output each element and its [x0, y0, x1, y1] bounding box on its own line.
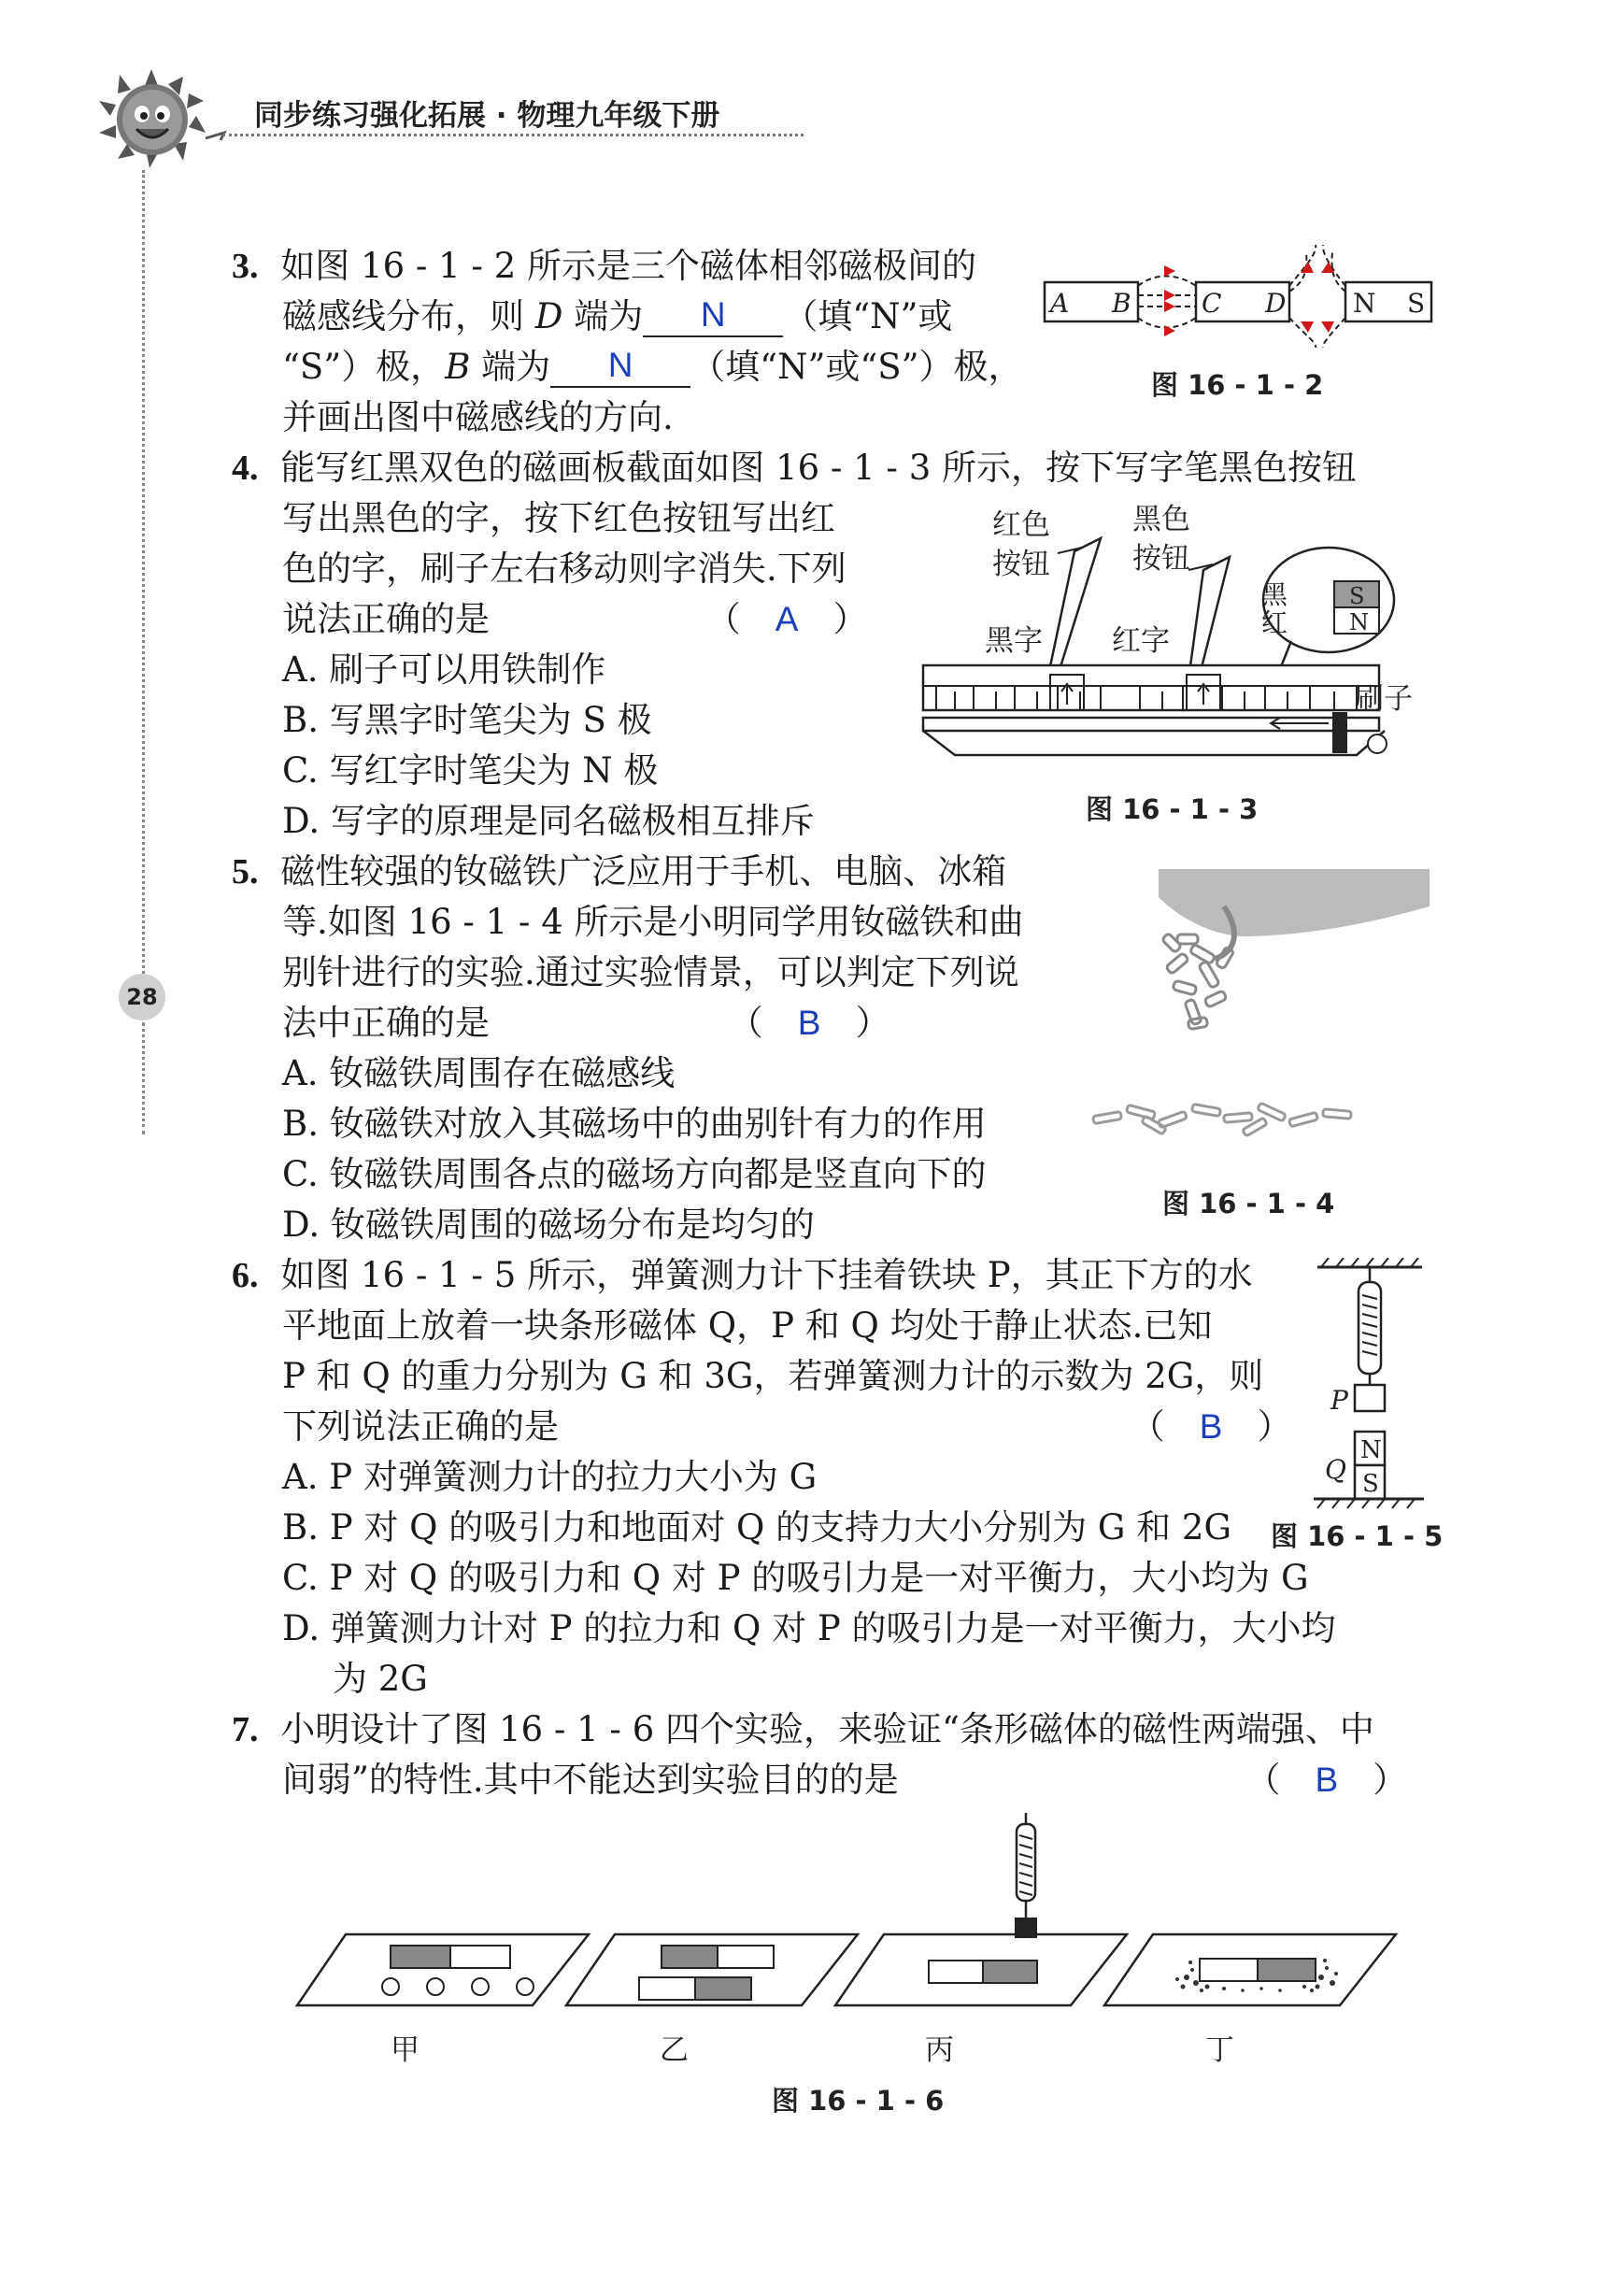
label-brush: 刷子: [1355, 682, 1413, 716]
q6-option-c: C. P 对 Q 的吸引力和 Q 对 P 的吸引力是一对平衡力，大小均为 G: [282, 1558, 1309, 1598]
label-s: S: [1407, 288, 1426, 319]
q6-line3: P 和 Q 的重力分别为 G 和 3G，若弹簧测力计的示数为 2G，则: [282, 1356, 1264, 1396]
q5-line2: 等.如图 16 - 1 - 4 所示是小明同学用钕磁铁和曲: [282, 902, 1024, 942]
margin-line-bottom: [142, 1022, 145, 1134]
q6-option-b: B. P 对 Q 的吸引力和地面对 Q 的支持力大小分别为 G 和 2G: [282, 1507, 1232, 1547]
figure-16-1-6: [290, 1813, 1411, 2028]
q4-option-c: C. 写红字时笔尖为 N 极: [282, 750, 659, 791]
panel-label-bing: 丙: [925, 2033, 954, 2067]
q4-line3: 色的字，刷子左右移动则字消失.下列: [282, 549, 847, 589]
svg-text:N: N: [1360, 1436, 1382, 1464]
figure-16-1-5: [1308, 1258, 1430, 1519]
svg-text:Q: Q: [1325, 1454, 1346, 1485]
q7-answer: B: [1315, 1761, 1339, 1799]
q4-line4: 说法正确的是 （ A ）: [282, 599, 868, 639]
q5-option-d: D. 钕磁铁周围的磁场分布是均匀的: [282, 1205, 815, 1245]
q6-option-d: D. 弹簧测力计对 P 的拉力和 Q 对 P 的吸引力是一对平衡力，大小均: [282, 1608, 1336, 1648]
caption-16-1-2: 图 16 - 1 - 2: [1151, 369, 1324, 401]
q4-option-a: A. 刷子可以用铁制作: [282, 649, 606, 690]
figure-16-1-2: [1037, 245, 1439, 348]
caption-16-1-3: 图 16 - 1 - 3: [1086, 793, 1259, 825]
panel-label-ding: 丁: [1205, 2033, 1234, 2067]
label-b: B: [1112, 288, 1131, 319]
q4-line2: 写出黑色的字，按下红色按钮写出红: [282, 498, 835, 538]
q5-line1: 5. 磁性较强的钕磁铁广泛应用于手机、电脑、冰箱: [232, 851, 1007, 891]
q4-answer: A: [775, 600, 799, 638]
label-black-button-1: 黑色: [1132, 503, 1190, 536]
panel-jia-magnet: [391, 1946, 450, 1968]
q5-option-c: C. 钕磁铁周围各点的磁场方向都是竖直向下的: [282, 1154, 987, 1194]
q5-line4: 法中正确的是 （ B ）: [282, 1003, 890, 1043]
sun-mascot-icon: [93, 67, 234, 170]
figure-16-1-4-photo: [1084, 869, 1430, 1149]
q5-option-b: B. 钕磁铁对放入其磁场中的曲别针有力的作用: [282, 1104, 987, 1144]
q6-option-d-cont: 为 2G: [333, 1659, 428, 1699]
caption-16-1-5: 图 16 - 1 - 5: [1271, 1520, 1444, 1552]
caption-16-1-4: 图 16 - 1 - 4: [1162, 1188, 1335, 1219]
panel-bing-iron-block: [1015, 1918, 1037, 1938]
iron-block-p: [1355, 1385, 1385, 1411]
q6-number: 6.: [232, 1256, 259, 1295]
label-d: D: [1265, 288, 1287, 319]
header-title: 同步练习强化拓展 · 物理九年级下册: [254, 99, 720, 133]
q4-option-d: D. 写字的原理是同名磁极相互排斥: [282, 801, 815, 841]
q3-line2: 磁感线分布，则 D 端为 N （填“N”或: [282, 295, 953, 336]
svg-text:S: S: [1349, 583, 1365, 609]
panel-yi-magnet-2: [639, 1977, 695, 2000]
label-black-char: 黑字: [985, 624, 1043, 658]
q3-blank-d: N: [643, 298, 783, 337]
q5-option-a: A. 钕磁铁周围存在磁感线: [282, 1053, 676, 1093]
panel-label-yi: 乙: [660, 2033, 689, 2067]
label-red-char: 红字: [1112, 624, 1170, 658]
q4-line1: 4. 能写红黑双色的磁画板截面如图 16 - 1 - 3 所示，按下写字笔黑色按钮: [232, 448, 1357, 488]
board-base: [923, 731, 1385, 755]
label-n: N: [1353, 288, 1376, 319]
q3-blank-b: N: [550, 349, 690, 388]
panel-bing-magnet: [929, 1961, 983, 1983]
svg-text:黑: 黑: [1261, 579, 1288, 610]
q6-option-a: A. P 对弹簧测力计的拉力大小为 G: [282, 1457, 818, 1497]
q6-line1: 6. 如图 16 - 1 - 5 所示，弹簧测力计下挂着铁块 P，其正下方的水: [232, 1255, 1253, 1295]
q5-answer: B: [797, 1004, 821, 1042]
svg-text:P: P: [1330, 1385, 1348, 1416]
hand-icon: [1159, 869, 1430, 936]
q7-line1: 7. 小明设计了图 16 - 1 - 6 四个实验，来验证“条形磁体的磁性两端强、中: [232, 1709, 1374, 1749]
panel-label-jia: 甲: [391, 2033, 420, 2067]
q6-line2: 平地面上放着一块条形磁体 Q，P 和 Q 均处于静止状态.已知: [282, 1305, 1213, 1346]
svg-text:S: S: [1362, 1470, 1379, 1498]
q3-line1: 3. 如图 16 - 1 - 2 所示是三个磁体相邻磁极间的: [232, 246, 976, 286]
q3-line4: 并画出图中磁感线的方向.: [282, 397, 674, 437]
page-number: 28: [119, 974, 165, 1020]
q3-line3: “S”）极，B 端为 N （填“N”或“S”）极，: [282, 346, 1023, 387]
mascot-logo: [93, 67, 234, 170]
margin-line-top: [142, 170, 145, 974]
header-underline: [222, 134, 804, 136]
q4-number: 4.: [232, 449, 259, 488]
label-black-button-2: 按钮: [1132, 542, 1190, 576]
q7-line2: 间弱”的特性.其中不能达到实验目的的是 （ B ）: [282, 1760, 1408, 1800]
q5-number: 5.: [232, 852, 259, 891]
panel-yi-magnet-1: [662, 1946, 718, 1968]
brush-icon: [1332, 712, 1347, 753]
q3-number: 3.: [232, 247, 259, 286]
label-red-button-2: 按钮: [992, 548, 1050, 581]
spring-scale-icon: [1359, 1282, 1381, 1374]
q6-answer: B: [1199, 1407, 1223, 1446]
q4-option-b: B. 写黑字时笔尖为 S 极: [282, 700, 652, 740]
panel-ding-magnet: [1200, 1959, 1258, 1981]
label-red-button-1: 红色: [992, 508, 1050, 542]
caption-16-1-6: 图 16 - 1 - 6: [772, 2085, 945, 2117]
svg-text:N: N: [1349, 609, 1369, 635]
q7-number: 7.: [232, 1710, 259, 1749]
label-a: A: [1050, 288, 1070, 319]
q6-line4: 下列说法正确的是 （ B ）: [282, 1406, 1292, 1447]
label-c: C: [1202, 288, 1222, 319]
q5-line3: 别针进行的实验.通过实验情景，可以判定下列说: [282, 952, 1019, 992]
svg-text:红: 红: [1261, 607, 1288, 638]
